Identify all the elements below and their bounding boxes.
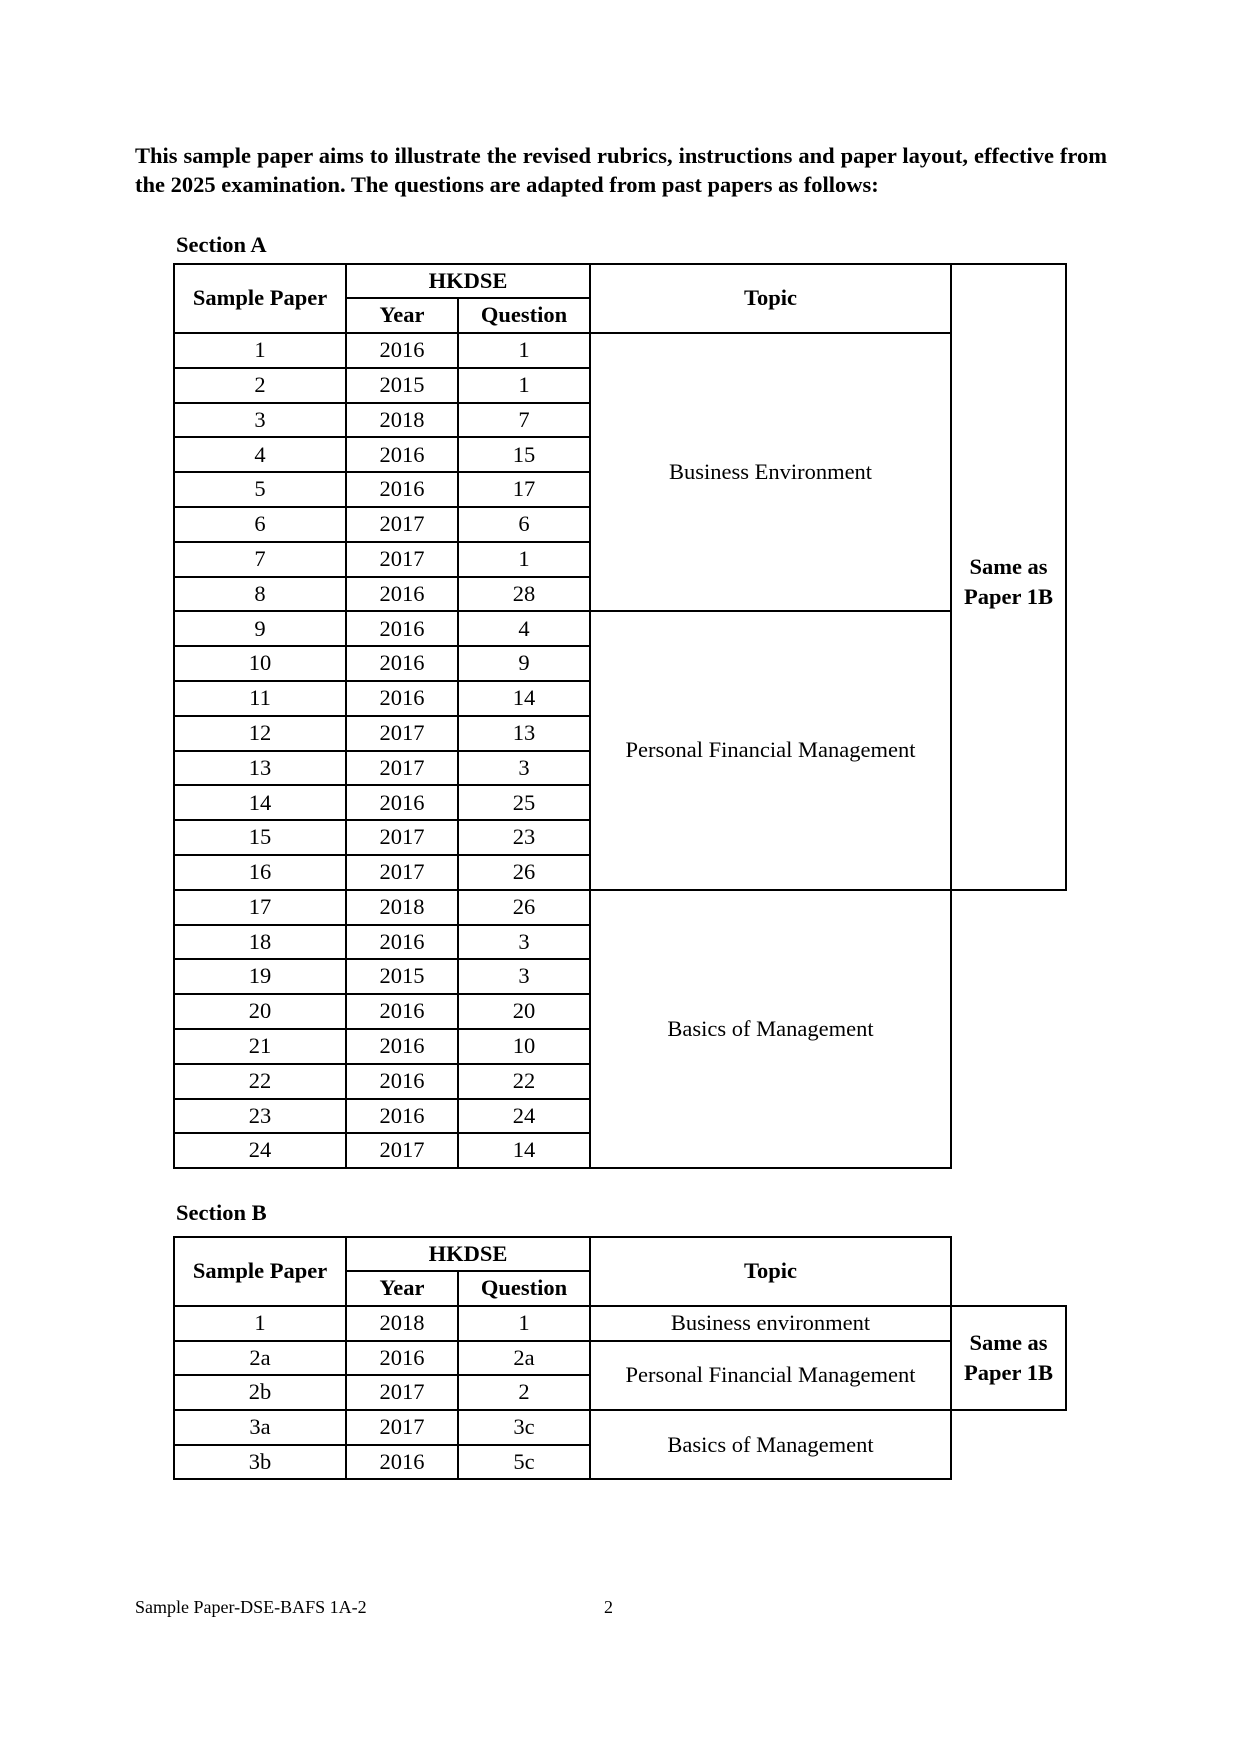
- sample-paper-cell: 12: [174, 716, 346, 751]
- year-cell: 2016: [346, 577, 458, 612]
- table-row: [174, 1410, 1066, 1445]
- sample-paper-cell: 3b: [174, 1445, 346, 1480]
- header-topic: Topic: [590, 1237, 951, 1306]
- sample-paper-cell: 1: [174, 1306, 346, 1341]
- question-cell: 1: [458, 333, 590, 368]
- header-topic: Topic: [590, 264, 951, 333]
- sample-paper-cell: 9: [174, 611, 346, 646]
- question-cell: 6: [458, 507, 590, 542]
- question-cell: 9: [458, 646, 590, 681]
- topic-cell: Business environment: [590, 1306, 951, 1341]
- question-cell: 13: [458, 716, 590, 751]
- table-row: [174, 611, 1066, 646]
- sample-paper-cell: 19: [174, 959, 346, 994]
- year-cell: 2017: [346, 542, 458, 577]
- sample-paper-cell: 2b: [174, 1375, 346, 1410]
- year-cell: 2017: [346, 1410, 458, 1445]
- header-sample-paper: Sample Paper: [174, 1237, 346, 1306]
- header-year: Year: [346, 1271, 458, 1306]
- sample-paper-cell: 2a: [174, 1341, 346, 1376]
- year-cell: 2016: [346, 646, 458, 681]
- empty-cell: [951, 1410, 1066, 1479]
- question-cell: 17: [458, 472, 590, 507]
- same-as-note: Same as Paper 1B: [951, 264, 1066, 890]
- year-cell: 2016: [346, 1445, 458, 1480]
- question-cell: 24: [458, 1099, 590, 1134]
- year-cell: 2016: [346, 611, 458, 646]
- sample-paper-cell: 13: [174, 751, 346, 786]
- sample-paper-cell: 5: [174, 472, 346, 507]
- question-cell: 7: [458, 403, 590, 438]
- topic-cell: Personal Financial Management: [590, 1341, 951, 1410]
- empty-cell: [951, 1237, 1066, 1306]
- question-cell: 2: [458, 1375, 590, 1410]
- sample-paper-cell: 3: [174, 403, 346, 438]
- year-cell: 2017: [346, 507, 458, 542]
- question-cell: 1: [458, 1306, 590, 1341]
- question-cell: 25: [458, 785, 590, 820]
- sample-paper-cell: 4: [174, 437, 346, 472]
- year-cell: 2016: [346, 437, 458, 472]
- section-b-table: [173, 1236, 1067, 1480]
- section-a-table: [173, 263, 1067, 1169]
- sample-paper-cell: 11: [174, 681, 346, 716]
- header-year: Year: [346, 298, 458, 333]
- table-row: [174, 333, 1066, 368]
- same-as-note: Same as Paper 1B: [951, 1306, 1066, 1410]
- topic-cell: Business Environment: [590, 333, 951, 611]
- section-b-title: Section B: [176, 1200, 267, 1225]
- header-hkdse: HKDSE: [346, 264, 590, 298]
- table-row: [174, 1306, 1066, 1341]
- year-cell: 2016: [346, 681, 458, 716]
- year-cell: 2016: [346, 925, 458, 960]
- sample-paper-cell: 3a: [174, 1410, 346, 1445]
- year-cell: 2018: [346, 890, 458, 925]
- question-cell: 3: [458, 959, 590, 994]
- year-cell: 2017: [346, 716, 458, 751]
- year-cell: 2016: [346, 472, 458, 507]
- sample-paper-cell: 10: [174, 646, 346, 681]
- year-cell: 2016: [346, 333, 458, 368]
- empty-cell: [951, 890, 1066, 1168]
- year-cell: 2016: [346, 1064, 458, 1099]
- topic-cell: Basics of Management: [590, 1410, 951, 1479]
- footer-paper-code: Sample Paper-DSE-BAFS 1A-2: [135, 1597, 367, 1617]
- question-cell: 3: [458, 751, 590, 786]
- section-a-title: Section A: [176, 232, 267, 257]
- sample-paper-cell: 21: [174, 1029, 346, 1064]
- header-question: Question: [458, 298, 590, 333]
- sample-paper-cell: 1: [174, 333, 346, 368]
- year-cell: 2016: [346, 994, 458, 1029]
- topic-cell: Personal Financial Management: [590, 611, 951, 889]
- sample-paper-cell: 18: [174, 925, 346, 960]
- sample-paper-cell: 8: [174, 577, 346, 612]
- intro-paragraph: This sample paper aims to illustrate the revised rubrics, instructions and paper layout, effective from the 2025 examination. The questions are adapted from past papers as follows:: [135, 143, 1107, 197]
- year-cell: 2016: [346, 1029, 458, 1064]
- sample-paper-cell: 16: [174, 855, 346, 890]
- question-cell: 22: [458, 1064, 590, 1099]
- question-cell: 1: [458, 542, 590, 577]
- sample-paper-cell: 23: [174, 1099, 346, 1134]
- year-cell: 2018: [346, 1306, 458, 1341]
- question-cell: 14: [458, 1133, 590, 1168]
- header-hkdse: HKDSE: [346, 1237, 590, 1271]
- year-cell: 2016: [346, 1341, 458, 1376]
- sample-paper-cell: 20: [174, 994, 346, 1029]
- year-cell: 2017: [346, 1375, 458, 1410]
- sample-paper-cell: 7: [174, 542, 346, 577]
- question-cell: 15: [458, 437, 590, 472]
- question-cell: 14: [458, 681, 590, 716]
- sample-paper-cell: 17: [174, 890, 346, 925]
- sample-paper-cell: 24: [174, 1133, 346, 1168]
- question-cell: 3: [458, 925, 590, 960]
- question-cell: 23: [458, 820, 590, 855]
- question-cell: 20: [458, 994, 590, 1029]
- sample-paper-cell: 14: [174, 785, 346, 820]
- year-cell: 2015: [346, 959, 458, 994]
- question-cell: 2a: [458, 1341, 590, 1376]
- year-cell: 2017: [346, 820, 458, 855]
- year-cell: 2017: [346, 1133, 458, 1168]
- question-cell: 10: [458, 1029, 590, 1064]
- year-cell: 2016: [346, 785, 458, 820]
- question-cell: 26: [458, 890, 590, 925]
- question-cell: 5c: [458, 1445, 590, 1480]
- sample-paper-cell: 15: [174, 820, 346, 855]
- page-number: 2: [604, 1597, 613, 1617]
- question-cell: 28: [458, 577, 590, 612]
- header-sample-paper: Sample Paper: [174, 264, 346, 333]
- sample-paper-cell: 22: [174, 1064, 346, 1099]
- topic-cell: Basics of Management: [590, 890, 951, 1168]
- year-cell: 2015: [346, 368, 458, 403]
- sample-paper-cell: 2: [174, 368, 346, 403]
- year-cell: 2017: [346, 751, 458, 786]
- header-question: Question: [458, 1271, 590, 1306]
- year-cell: 2017: [346, 855, 458, 890]
- question-cell: 1: [458, 368, 590, 403]
- table-row: [174, 1341, 1066, 1376]
- question-cell: 4: [458, 611, 590, 646]
- year-cell: 2018: [346, 403, 458, 438]
- year-cell: 2016: [346, 1099, 458, 1134]
- question-cell: 26: [458, 855, 590, 890]
- table-row: [174, 890, 1066, 925]
- question-cell: 3c: [458, 1410, 590, 1445]
- sample-paper-cell: 6: [174, 507, 346, 542]
